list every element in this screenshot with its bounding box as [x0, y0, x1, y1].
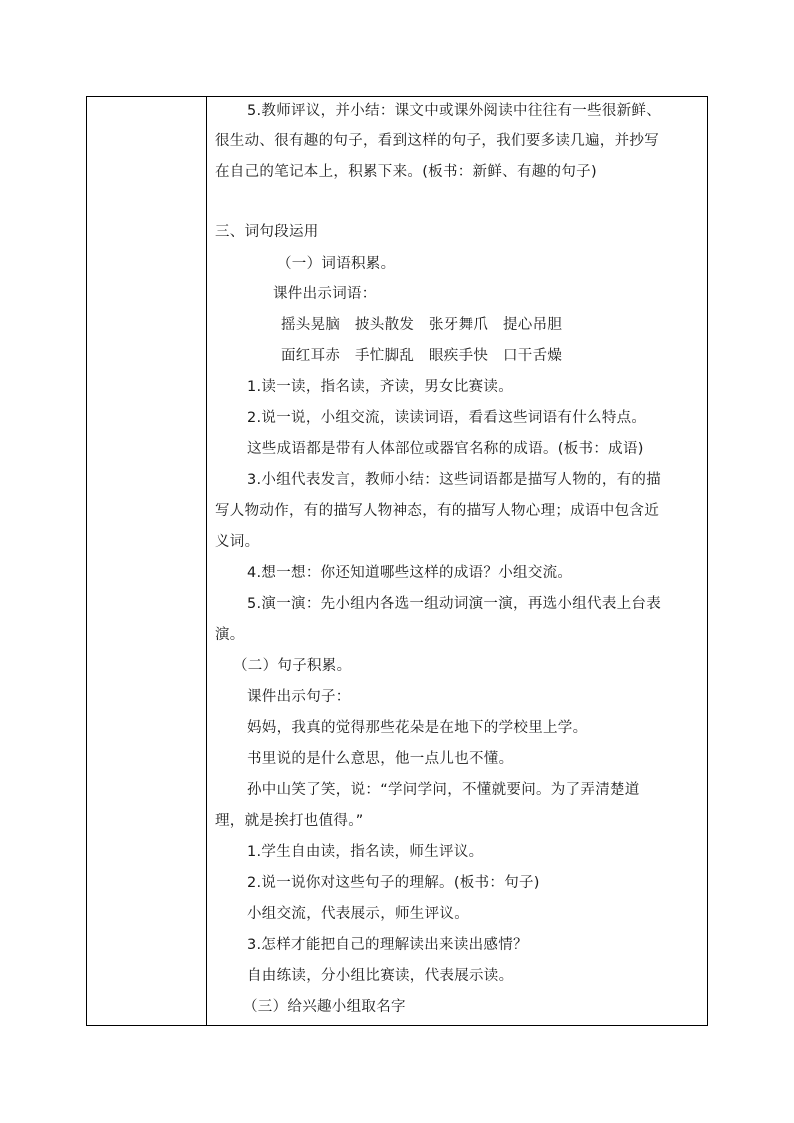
- subsection-heading: （一）词语积累。: [277, 256, 396, 272]
- word-list-row: 面红耳赤 手忙脚乱 眼疾手快 口干舌燥: [281, 348, 563, 364]
- text-line: 5.教师评议，并小结：课文中或课外阅读中往往有一些很新鲜、: [247, 103, 662, 119]
- text-line: 这些成语都是带有人体部位或器官名称的成语。(板书：成语): [247, 441, 644, 457]
- text-line: 自由练读，分小组比赛读，代表展示读。: [247, 968, 514, 984]
- subsection-heading: （二）句子积累。: [233, 658, 352, 674]
- text-line: 孙中山笑了笑，说：“学问学问，不懂就要问。为了弄清楚道: [247, 782, 640, 798]
- text-line: 3.小组代表发言，教师小结：这些词语都是描写人物的，有的描: [247, 472, 662, 488]
- text-line: 2.说一说，小组交流，读读词语，看看这些词语有什么特点。: [247, 410, 647, 426]
- text-line: 4.想一想：你还知道哪些这样的成语？小组交流。: [247, 565, 573, 581]
- text-line: 1.学生自由读，指名读，师生评议。: [247, 844, 484, 860]
- text-line: 义词。: [215, 534, 260, 550]
- lesson-table: [86, 96, 708, 1026]
- text-line: 课件出示词语：: [273, 286, 377, 302]
- section-heading: 三、词句段运用: [215, 224, 319, 240]
- text-line: 写人物动作，有的描写人物神态，有的描写人物心理；成语中包含近: [215, 503, 659, 519]
- word-list-row: 摇头晃脑 披头散发 张牙舞爪 提心吊胆: [281, 317, 563, 333]
- text-line: 很生动、很有趣的句子，看到这样的句子，我们要多读几遍，并抄写: [215, 133, 659, 149]
- text-line: 书里说的是什么意思，他一点儿也不懂。: [247, 751, 514, 767]
- text-line: 课件出示句子：: [247, 689, 351, 705]
- subsection-heading: （三）给兴趣小组取名字: [243, 999, 406, 1015]
- text-line: 在自己的笔记本上，积累下来。(板书：新鲜、有趣的句子): [215, 164, 597, 180]
- text-line: 2.说一说你对这些句子的理解。(板书：句子): [247, 875, 540, 891]
- text-line: 1.读一读，指名读，齐读，男女比赛读。: [247, 379, 514, 395]
- text-line: 5.演一演：先小组内各选一组动词演一演，再选小组代表上台表: [247, 596, 662, 612]
- text-line: 3.怎样才能把自己的理解读出来读出感情？: [247, 937, 528, 953]
- content-cell: [207, 97, 707, 1025]
- left-cell: [87, 97, 207, 1025]
- text-line: 小组交流，代表展示，师生评议。: [247, 906, 469, 922]
- text-line: 妈妈，我真的觉得那些花朵是在地下的学校里上学。: [247, 720, 588, 736]
- text-line: 理，就是挨打也值得。”: [215, 813, 364, 829]
- text-line: 演。: [215, 627, 245, 643]
